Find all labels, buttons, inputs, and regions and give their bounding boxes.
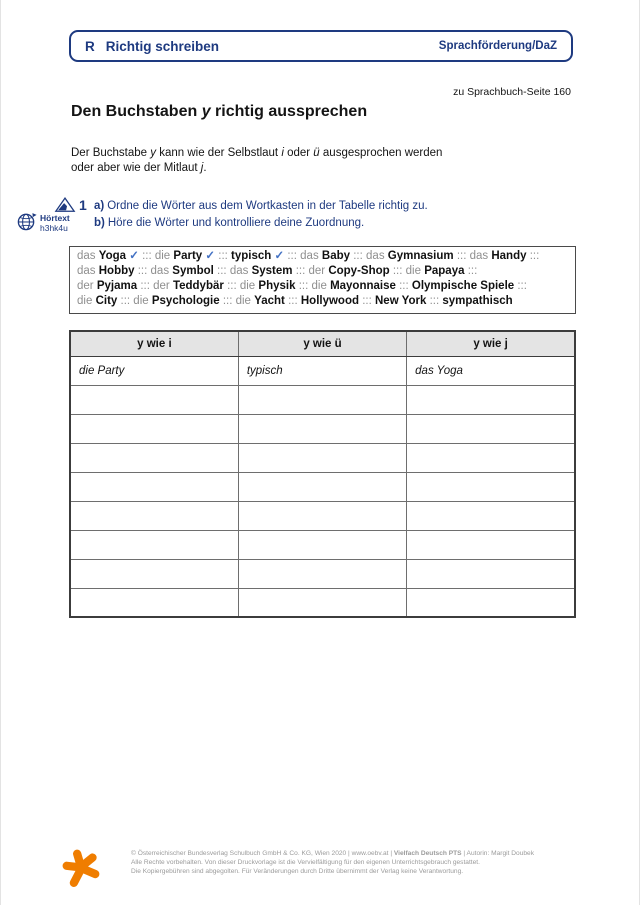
header-category-label: Sprachförderung/DaZ	[438, 40, 557, 52]
text-line	[71, 146, 442, 161]
answer-cell[interactable]	[238, 530, 406, 559]
intro-token: ü	[313, 147, 320, 159]
answer-cell[interactable]	[407, 501, 575, 530]
wordbox-token: der	[77, 280, 94, 292]
intro-paragraph	[71, 146, 442, 176]
step-label-b: b)	[94, 216, 105, 229]
wordbox-token: typisch	[231, 250, 272, 262]
footer-author-text: | Autorin: Margit Doubek	[461, 850, 534, 857]
wordbox-token: Copy-Shop	[328, 265, 390, 277]
answer-row	[70, 385, 575, 414]
column-header-y-wie-i: y wie i	[70, 331, 238, 356]
wordbox-token: Yacht	[254, 295, 285, 307]
example-cell: typisch	[238, 356, 406, 385]
footer-copyright-text: © Österreichischer Bundesverlag Schulbuch GmbH & Co. KG, Wien 2020 | www.oebv.at |	[131, 850, 394, 857]
wordbox-token: :::	[227, 280, 237, 292]
wordbox-token: :::	[467, 265, 478, 277]
audio-type-label: Hörtext	[40, 213, 70, 223]
wordbox-token: :::	[137, 265, 148, 277]
instruction-step-a	[94, 198, 428, 215]
globe-audio-icon	[16, 211, 37, 237]
copyright-footer	[131, 849, 534, 876]
answer-cell[interactable]	[407, 588, 575, 617]
answer-cell[interactable]	[70, 559, 238, 588]
answer-row	[70, 530, 575, 559]
wordbox-token: ✓	[129, 250, 139, 262]
wordbox-token: Baby	[321, 250, 351, 262]
word-box	[69, 246, 576, 314]
wordbox-token: der	[153, 280, 170, 292]
answer-cell[interactable]	[407, 559, 575, 588]
wordbox-token: :::	[295, 265, 306, 277]
intro-token: oder	[283, 147, 314, 159]
footer-line-1	[131, 849, 534, 858]
answer-row	[70, 588, 575, 617]
wordbox-token: Hollywood	[300, 295, 359, 307]
wordbox-token: ✓	[274, 250, 285, 262]
wordbox-token: :::	[287, 250, 297, 262]
answer-cell[interactable]	[407, 530, 575, 559]
column-header-y-wie-j: y wie j	[407, 331, 575, 356]
wordbox-token: :::	[517, 280, 527, 292]
wordbox-token: :::	[456, 250, 467, 262]
answer-cell[interactable]	[238, 385, 406, 414]
wordbox-token: Hobby	[98, 265, 135, 277]
wordbox-token: City	[95, 295, 118, 307]
wordbox-token: die	[235, 295, 251, 307]
step-text-a: Ordne die Wörter aus dem Wortkasten in der Tabelle richtig zu.	[107, 200, 428, 212]
wordbox-token: Symbol	[172, 265, 214, 277]
wordbox-token: :::	[218, 250, 228, 262]
wordbox-token: :::	[392, 265, 403, 277]
wordbox-token: das	[469, 250, 489, 262]
text-line	[77, 264, 568, 279]
title-italic-letter: y	[201, 103, 211, 120]
wordbox-token: Gymnasium	[387, 250, 454, 262]
wordbox-token: die	[311, 280, 327, 292]
header-section-label: Richtig schreiben	[105, 38, 220, 54]
text-line	[77, 294, 568, 309]
wordbox-token: System	[251, 265, 293, 277]
intro-token: Der Buchstabe	[71, 147, 151, 159]
header-section-title	[85, 39, 219, 54]
answer-cell[interactable]	[407, 385, 575, 414]
wordbox-token: :::	[399, 280, 409, 292]
text-line	[77, 249, 568, 264]
example-cell: die Party	[70, 356, 238, 385]
wordbox-token: Olympische Spiele	[411, 280, 515, 292]
wordbox-token: :::	[142, 250, 152, 262]
wordbox-token: Handy	[491, 250, 527, 262]
audio-access-code: h3hk4u	[40, 223, 68, 233]
wordbox-token: :::	[362, 295, 372, 307]
wordbox-token: Psychologie	[151, 295, 220, 307]
wordbox-token: Physik	[258, 280, 296, 292]
table-header-row	[70, 331, 575, 356]
exercise-instructions	[94, 198, 428, 231]
wordbox-token: der	[308, 265, 326, 277]
wordbox-token: Papaya	[424, 265, 465, 277]
answer-cell[interactable]	[238, 559, 406, 588]
wordbox-token: das	[150, 265, 170, 277]
wordbox-token: das	[229, 265, 249, 277]
instruction-step-b	[94, 215, 428, 232]
wordbox-token: :::	[298, 280, 309, 292]
wordbox-token: ✓	[205, 250, 216, 262]
audio-code-badge	[16, 211, 70, 237]
wordbox-token: die	[77, 295, 93, 307]
wordbox-token: :::	[222, 295, 233, 307]
page-title	[71, 103, 367, 121]
header-section-letter: R	[85, 38, 95, 54]
answer-cell[interactable]	[70, 472, 238, 501]
answer-row	[70, 443, 575, 472]
answer-cell[interactable]	[70, 530, 238, 559]
column-header-y-wie-ue: y wie ü	[238, 331, 406, 356]
wordbox-token: Mayonnaise	[330, 280, 396, 292]
answer-cell[interactable]	[407, 472, 575, 501]
answer-cell[interactable]	[238, 588, 406, 617]
wordbox-token: Pyjama	[96, 280, 138, 292]
step-text-b: Höre die Wörter und kontrolliere deine Zuordnung.	[107, 216, 365, 229]
text-line	[77, 279, 568, 294]
header-band	[69, 30, 573, 62]
oebv-asterisk-logo	[59, 846, 103, 895]
answer-cell[interactable]	[70, 443, 238, 472]
answer-cell[interactable]	[238, 501, 406, 530]
intro-token: y	[150, 147, 157, 159]
footer-line-3: Die Kopiergebühren sind abgegolten. Für Veränderungen durch Dritte übernimmt der Verlag keine Verantwortung.	[131, 868, 464, 875]
intro-token: .	[203, 162, 207, 174]
wordbox-token: die	[133, 295, 149, 307]
book-page-reference: zu Sprachbuch-Seite 160	[453, 86, 571, 98]
wordbox-token: Yoga	[98, 250, 127, 262]
intro-token: oder aber wie der Mitlaut	[71, 162, 201, 174]
wordbox-token: Party	[173, 250, 203, 262]
wordbox-token: die	[405, 265, 422, 277]
title-text-post: richtig aussprechen	[210, 103, 368, 120]
answer-cell[interactable]	[407, 414, 575, 443]
wordbox-token: die	[239, 280, 256, 292]
exercise-number: 1	[79, 197, 87, 213]
wordbox-token: New York	[375, 295, 427, 307]
title-text-pre: Den Buchstaben	[71, 103, 202, 120]
wordbox-token: :::	[529, 250, 540, 262]
wordbox-token: :::	[288, 295, 298, 307]
wordbox-token: :::	[120, 295, 131, 307]
wordbox-token: das	[300, 250, 319, 262]
answer-row	[70, 501, 575, 530]
intro-token: ausgesprochen werden	[319, 147, 443, 159]
answer-row	[70, 414, 575, 443]
wordbox-token: die	[154, 250, 171, 262]
answer-cell[interactable]	[238, 443, 406, 472]
answer-cell[interactable]	[238, 414, 406, 443]
answer-cell[interactable]	[70, 414, 238, 443]
answer-row	[70, 559, 575, 588]
wordbox-token: :::	[140, 280, 150, 292]
wordbox-token: :::	[217, 265, 227, 277]
text-line	[71, 161, 442, 176]
answer-cell[interactable]	[238, 472, 406, 501]
wordbox-token: das	[77, 265, 96, 277]
intro-token: kann wie der Selbstlaut	[156, 147, 282, 159]
wordbox-token: sympathisch	[442, 295, 513, 307]
intro-token: j	[200, 162, 204, 174]
step-label-a: a)	[94, 200, 105, 212]
wordbox-token: :::	[429, 295, 440, 307]
answer-cell[interactable]	[70, 385, 238, 414]
answer-row	[70, 472, 575, 501]
wordbox-token: :::	[353, 250, 363, 262]
footer-series-title: Vielfach Deutsch PTS	[393, 850, 462, 857]
wordbox-token: das	[77, 250, 96, 262]
answer-cell[interactable]	[70, 588, 238, 617]
wordbox-token: das	[366, 250, 385, 262]
answer-cell[interactable]	[70, 501, 238, 530]
intro-token: i	[281, 147, 284, 159]
footer-line-2: Alle Rechte vorbehalten. Von dieser Druckvorlage ist die Vervielfältigung für den eigenen Unterrichtsgebrauch gestattet.	[131, 859, 480, 866]
wordbox-token: Teddybär	[172, 280, 224, 292]
example-cell: das Yoga	[407, 356, 575, 385]
example-row	[70, 356, 575, 385]
sorting-table	[69, 330, 576, 618]
answer-cell[interactable]	[407, 443, 575, 472]
